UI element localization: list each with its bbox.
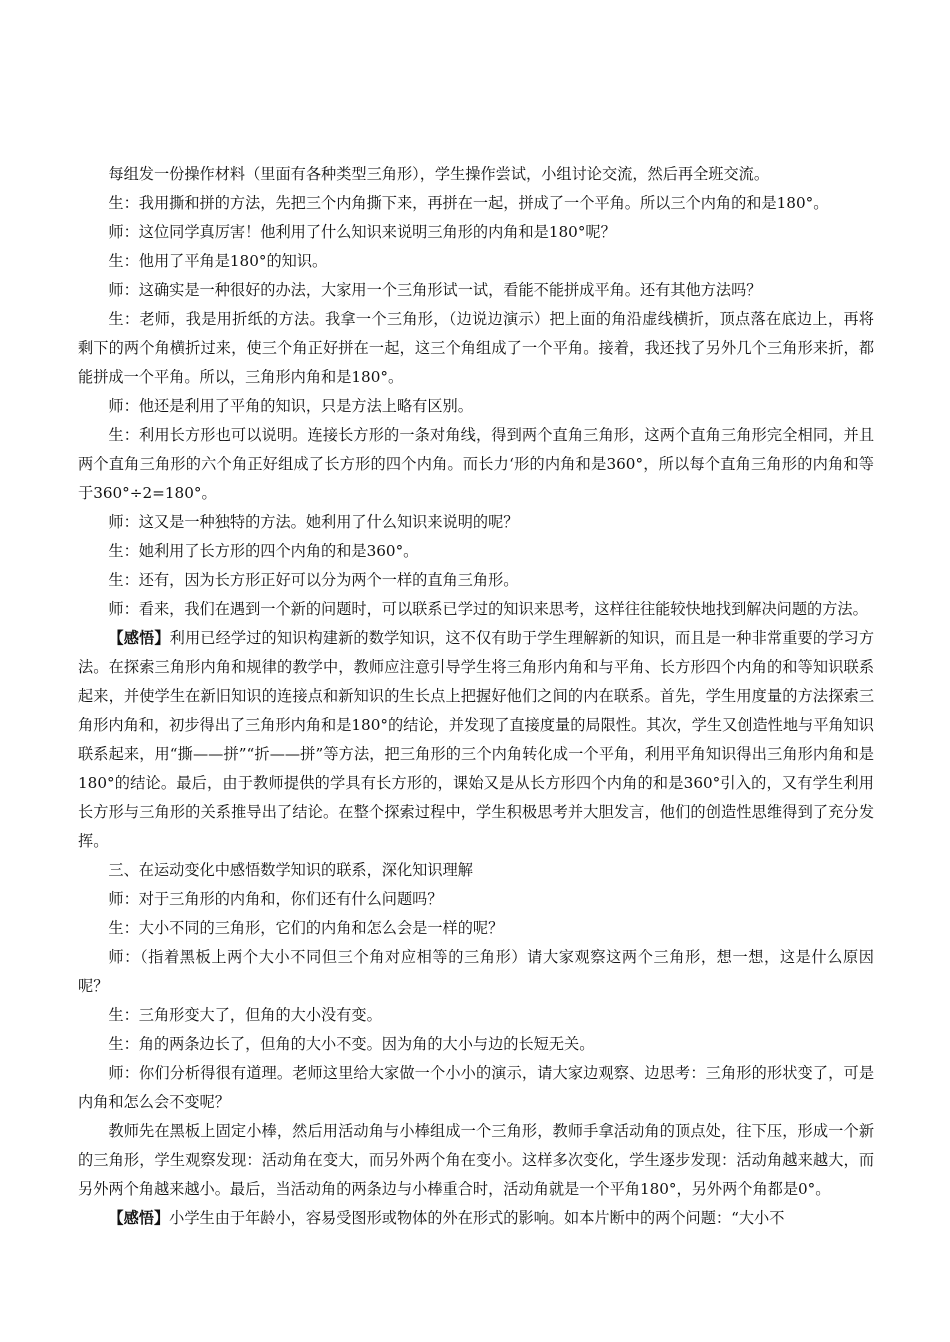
paragraph-text: 生：大小不同的三角形，它们的内角和怎么会是一样的呢？: [108, 919, 504, 937]
paragraph: [78, 421, 874, 508]
paragraph-text: 教师先在黑板上固定小棒，然后用活动角与小棒组成一个三角形，教师手拿活动角的顶点处，往下压，形成一个新的三角形，学生观察发现：活动角在变大，而另外两个角在变小。这样多次变化，学生逐步发现：活动角越来越大，而另外两个角越来越小。最后，当活动角的两条边与小棒重合时，活动角就是一个平角180°，另外两个角都是0°。: [78, 1122, 874, 1198]
paragraph-text: 三、在运动变化中感悟数学知识的联系，深化知识理解: [108, 861, 473, 879]
document-body: [78, 160, 874, 1233]
paragraph-text: 师：这位同学真厉害！他利用了什么知识来说明三角形的内角和是180°呢？: [108, 223, 616, 241]
paragraph: [78, 885, 874, 914]
paragraph-text: 生：三角形变大了，但角的大小没有变。: [108, 1006, 382, 1024]
insight-paragraph: [78, 1204, 874, 1233]
paragraph: [78, 1059, 874, 1117]
paragraph: [78, 914, 874, 943]
paragraph: [78, 508, 874, 537]
paragraph-text: 生：老师，我是用折纸的方法。我拿一个三角形，（边说边演示）把上面的角沿虚线横折，顶点落在底边上，再将剩下的两个角横折过来，使三个角正好拼在一起，这三个角组成了一个平角。接着，我还找了另外几个三角形来折，都能拼成一个平角。所以，三角形内角和是180°。: [78, 310, 874, 386]
insight-paragraph: [78, 624, 874, 856]
paragraph: [78, 305, 874, 392]
paragraph: [78, 1001, 874, 1030]
paragraph: [78, 1117, 874, 1204]
paragraph-text: 师：（指着黑板上两个大小不同但三个角对应相等的三角形）请大家观察这两个三角形，想一想，这是什么原因呢？: [78, 948, 874, 995]
paragraph-text: 生：角的两条边长了，但角的大小不变。因为角的大小与边的长短无关。: [108, 1035, 595, 1053]
paragraph-text: 利用已经学过的知识构建新的数学知识，这不仅有助于学生理解新的知识，而且是一种非常重要的学习方法。在探索三角形内角和规律的教学中，教师应注意引导学生将三角形内角和与平角、长方形四个内角的和等知识联系起来，并使学生在新旧知识的连接点和新知识的生长点上把握好他们之间的内在联系。首先，学生用度量的方法探索三角形内角和，初步得出了三角形内角和是180°的结论，并发现了直接度量的局限性。其次，学生又创造性地与平角知识联系起来，用“撕——拼”“折——拼”等方法，把三角形的三个内角转化成一个平角，利用平角知识得出三角形内角和是180°的结论。最后，由于教师提供的学具有长方形的，课始又是从长方形四个内角的和是360°引入的，又有学生利用长方形与三角形的关系推导出了结论。在整个探索过程中，学生积极思考并大胆发言，他们的创造性思维得到了充分发挥。: [78, 629, 875, 850]
paragraph-text: 师：这又是一种独特的方法。她利用了什么知识来说明的呢？: [108, 513, 519, 531]
paragraph: [78, 276, 874, 305]
paragraph-text: 生：还有，因为长方形正好可以分为两个一样的直角三角形。: [108, 571, 519, 589]
paragraph-text: 师：对于三角形的内角和，你们还有什么问题吗？: [108, 890, 443, 908]
paragraph: [78, 537, 874, 566]
paragraph-text: 师：这确实是一种很好的办法，大家用一个三角形试一试，看能不能拼成平角。还有其他方法吗？: [108, 281, 762, 299]
paragraph-text: 生：利用长方形也可以说明。连接长方形的一条对角线，得到两个直角三角形，这两个直角三角形完全相同，并且两个直角三角形的六个角正好组成了长方形的四个内角。而长力‘形的内角和是360°，所以每个直角三角形的内角和等于360°÷2=180°。: [78, 426, 874, 502]
paragraph-text: 师：你们分析得很有道理。老师这里给大家做一个小小的演示，请大家边观察、边思考：三角形的形状变了，可是内角和怎么会不变呢？: [78, 1064, 874, 1111]
paragraph-text: 小学生由于年龄小，容易受图形或物体的外在形式的影响。如本片断中的两个问题：“大小不: [169, 1209, 785, 1227]
section-heading: [78, 856, 874, 885]
paragraph-text: 师：看来，我们在遇到一个新的问题时，可以联系已学过的知识来思考，这样往往能较快地找到解决问题的方法。: [108, 600, 868, 618]
paragraph: [78, 218, 874, 247]
paragraph: [78, 1030, 874, 1059]
paragraph: [78, 247, 874, 276]
paragraph-text: 每组发一份操作材料（里面有各种类型三角形），学生操作尝试，小组讨论交流，然后再全班交流。: [108, 165, 770, 183]
insight-tag: 【感悟】: [108, 629, 170, 647]
paragraph-text: 生：他用了平角是180°的知识。: [108, 252, 328, 270]
paragraph-text: 生：她利用了长方形的四个内角的和是360°。: [108, 542, 419, 560]
paragraph: [78, 566, 874, 595]
paragraph: [78, 160, 874, 189]
paragraph: [78, 943, 874, 1001]
paragraph-text: 师：他还是利用了平角的知识，只是方法上略有区别。: [108, 397, 473, 415]
paragraph: [78, 595, 874, 624]
paragraph: [78, 189, 874, 218]
paragraph: [78, 392, 874, 421]
insight-tag: 【感悟】: [108, 1209, 170, 1227]
paragraph-text: 生：我用撕和拼的方法，先把三个内角撕下来，再拼在一起，拼成了一个平角。所以三个内角的和是180°。: [108, 194, 829, 212]
